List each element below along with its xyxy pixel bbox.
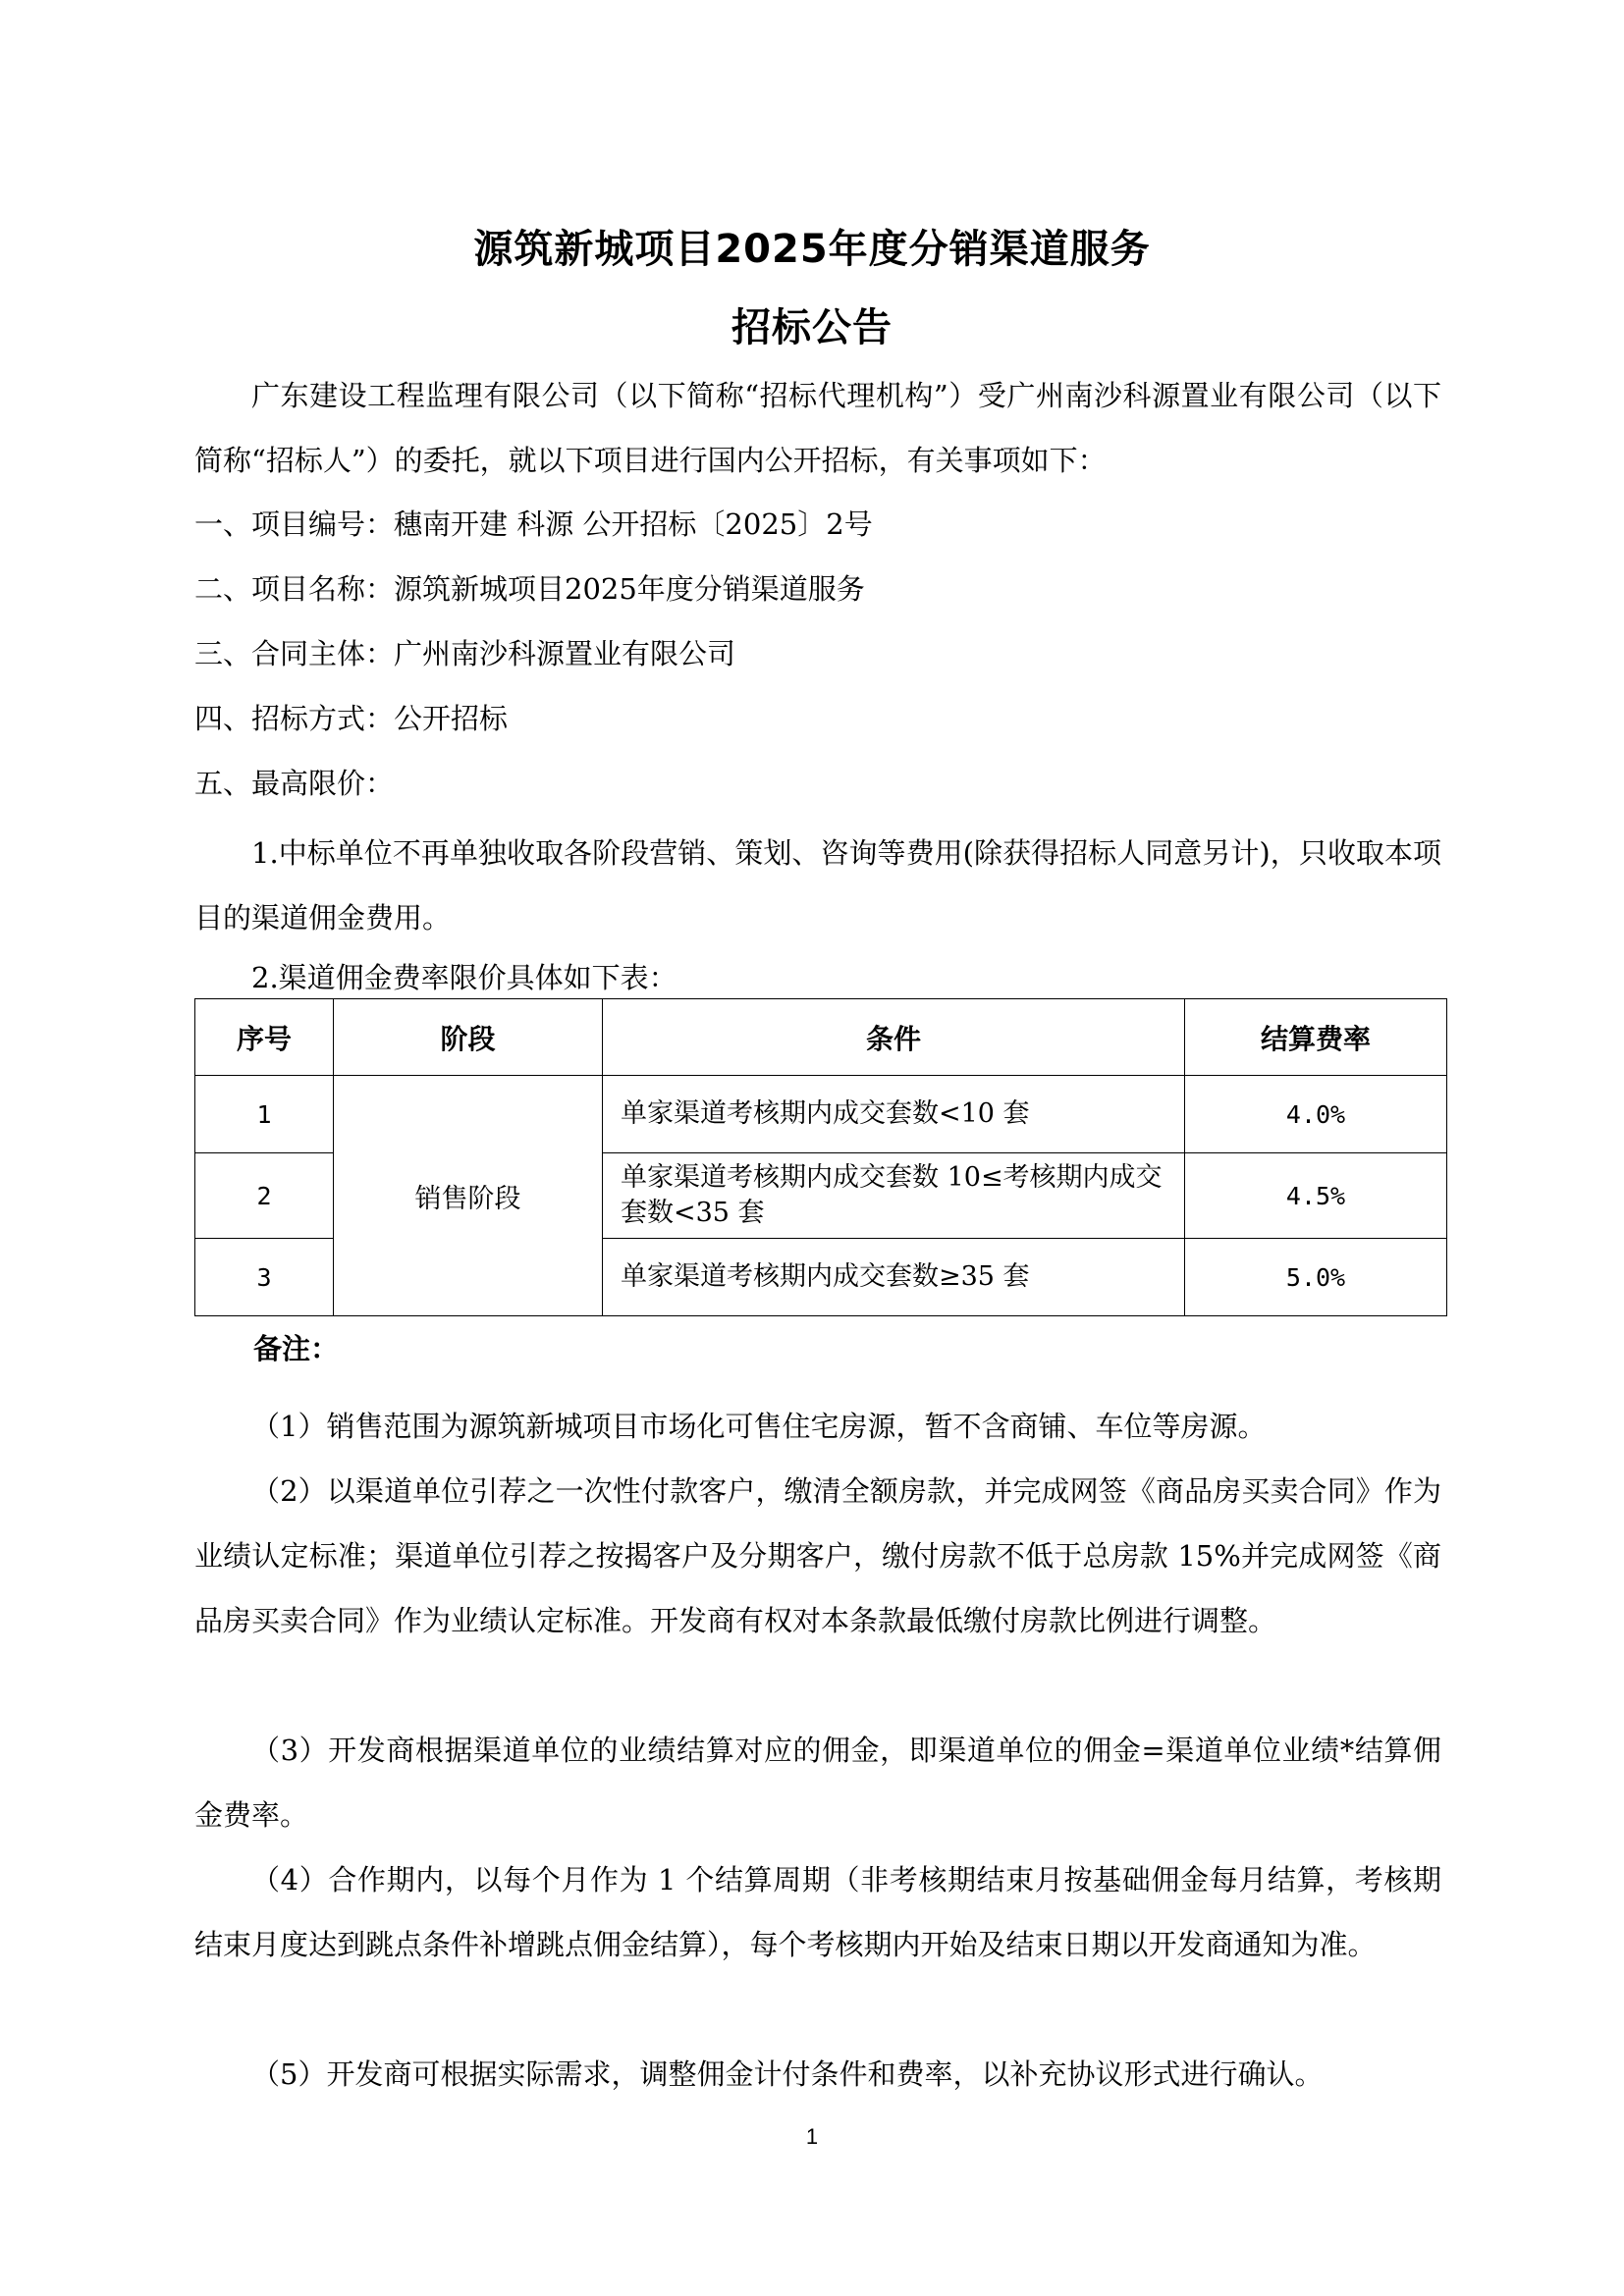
intro-paragraph: 广东建设工程监理有限公司（以下简称“招标代理机构”）受广州南沙科源置业有限公司（以下简称“招标人”）的委托，就以下项目进行国内公开招标，有关事项如下： — [194, 379, 1441, 477]
note-2: （2）以渠道单位引荐之一次性付款客户，缴清全额房款，并完成网签《商品房买卖合同》作为业绩认定标准；渠道单位引荐之按揭客户及分期客户，缴付房款不低于总房款 15%并完成网签《商品房买卖合同》作为业绩认定标准。开发商有权对本条款最低缴付房款比例进行调整。 — [194, 1474, 1441, 1637]
price-note-1: 1.中标单位不再单独收取各阶段营销、策划、咨询等费用(除获得招标人同意另计)，只收取本项目的渠道佣金费用。 — [194, 836, 1441, 934]
page-number: 1 — [805, 2124, 819, 2149]
row-condition: 单家渠道考核期内成交套数≥35 套 — [603, 1239, 1185, 1316]
header-no: 序号 — [195, 999, 334, 1076]
document-title: 源筑新城项目2025年度分销渠道服务 — [473, 227, 1151, 272]
item-project-name: 二、项目名称：源筑新城项目2025年度分销渠道服务 — [194, 572, 865, 606]
row-no: 3 — [195, 1239, 334, 1316]
item-project-number: 一、项目编号：穗南开建 科源 公开招标〔2025〕2号 — [194, 507, 873, 541]
item-contract-party: 三、合同主体：广州南沙科源置业有限公司 — [194, 637, 736, 670]
row-no: 2 — [195, 1153, 334, 1239]
header-condition: 条件 — [603, 999, 1185, 1076]
header-stage: 阶段 — [334, 999, 603, 1076]
header-rate: 结算费率 — [1185, 999, 1447, 1076]
note-3: （3）开发商根据渠道单位的业绩结算对应的佣金，即渠道单位的佣金=渠道单位业绩*结算佣金费率。 — [194, 1734, 1441, 1832]
commission-rate-table — [194, 998, 1447, 1316]
table-header-row — [195, 999, 1447, 1076]
row-condition: 单家渠道考核期内成交套数<10 套 — [603, 1076, 1185, 1153]
price-note-2: 2.渠道佣金费率限价具体如下表： — [251, 961, 677, 994]
row-no: 1 — [195, 1076, 334, 1153]
item-tender-method: 四、招标方式：公开招标 — [194, 702, 509, 735]
item-max-price: 五、最高限价： — [194, 767, 395, 800]
row-rate: 4.0% — [1185, 1076, 1447, 1153]
row-rate: 4.5% — [1185, 1153, 1447, 1239]
row-condition: 单家渠道考核期内成交套数 10≤考核期内成交套数<35 套 — [603, 1153, 1185, 1239]
note-5: （5）开发商可根据实际需求，调整佣金计付条件和费率，以补充协议形式进行确认。 — [251, 2057, 1324, 2091]
document-subtitle: 招标公告 — [731, 305, 893, 350]
row-rate: 5.0% — [1185, 1239, 1447, 1316]
notes-title: 备注： — [253, 1332, 340, 1365]
note-1: （1）销售范围为源筑新城项目市场化可售住宅房源，暂不含商铺、车位等房源。 — [251, 1410, 1267, 1443]
table-row — [195, 1076, 1447, 1153]
note-4: （4）合作期内，以每个月作为 1 个结算周期（非考核期结束月按基础佣金每月结算，考核期结束月度达到跳点条件补增跳点佣金结算），每个考核期内开始及结束日期以开发商通知为准。 — [194, 1863, 1441, 1961]
stage-cell: 销售阶段 — [334, 1076, 603, 1316]
